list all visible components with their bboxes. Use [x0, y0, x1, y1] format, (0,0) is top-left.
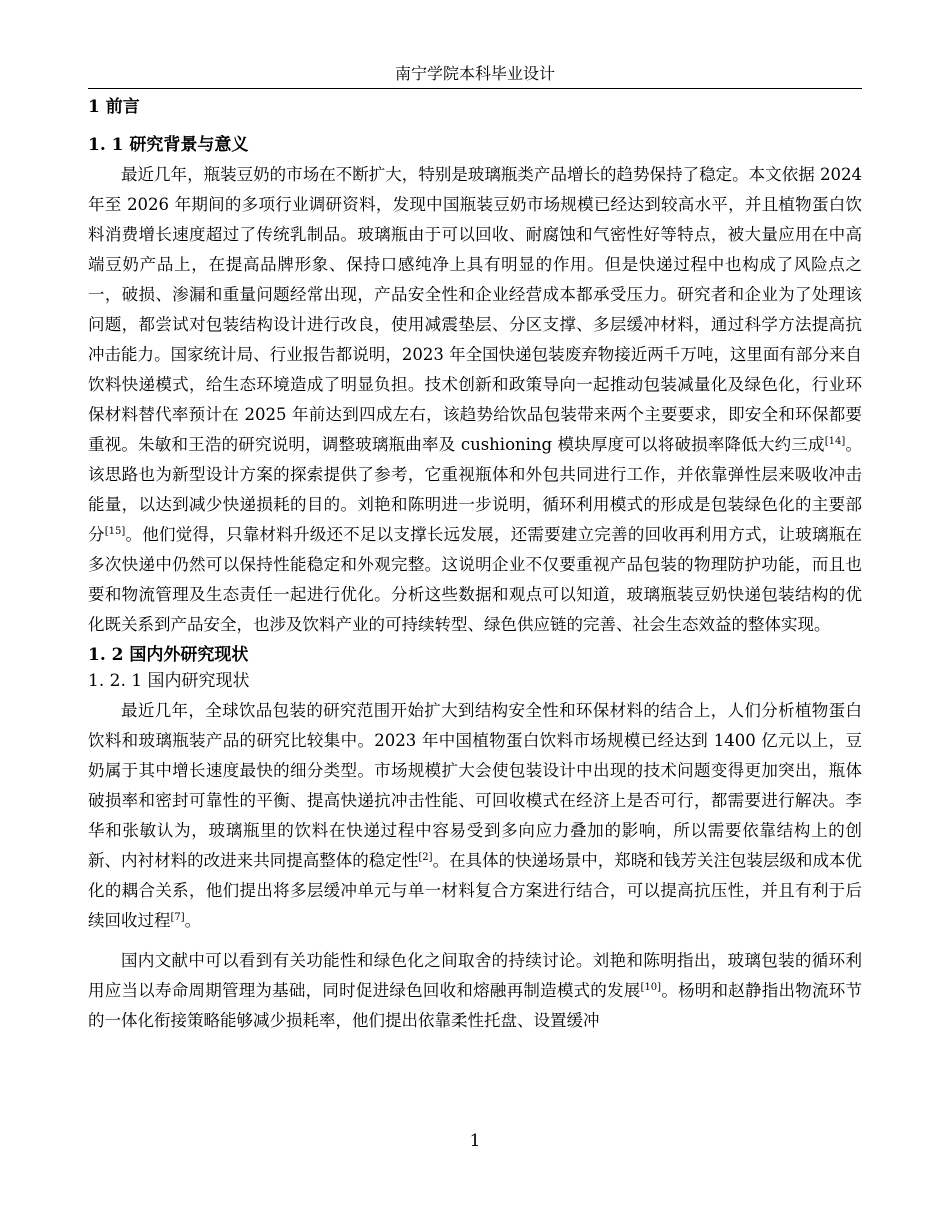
paragraph-text: 。杨明和赵静指出物流环节的一体化衔接策略能够减少损耗率，他们提出依靠柔性托盘、设置缓冲 [88, 981, 863, 1030]
paragraph-text: 。 [184, 911, 202, 930]
citation-marker: [2] [418, 852, 433, 863]
subsubsection-heading-domestic: 1. 2. 1 国内研究现状 [88, 671, 250, 691]
section-heading: 1 前言 [88, 97, 140, 117]
citation-marker: [15] [104, 526, 126, 537]
paragraph-text: 。他们觉得，只靠材料升级还不足以支撑长远发展，还需要建立完善的回收再利用方式，让玻璃瓶在多次快递中仍然可以保持性能稳定和外观完整。这说明企业不仅要重视产品包装的物理防护功能，而且也要和物流管理及生态责任一起进行优化。分析这些数据和观点可以知道，玻璃瓶装豆奶快递包装结构的优化既关系到产品安全，也涉及饮料产业的可持续转型、绿色供应链的完善、社会生态效益的整体实现。 [88, 525, 863, 634]
paragraph-background [88, 160, 862, 640]
paragraph-domestic-1 [88, 696, 862, 936]
running-header: 南宁学院本科毕业设计 [394, 64, 555, 83]
paragraph-text: 。该思路也为新型设计方案的探索提供了参考，它重视瓶体和外包共同进行工作，并依靠弹性层来吸收冲击能量，以达到减少快递损耗的目的。刘艳和陈明进一步说明，循环利用模式的形成是包装绿色化的主要部分 [88, 435, 862, 544]
paragraph-text: 国内文献中可以看到有关功能性和绿色化之间取舍的持续讨论。刘艳和陈明指出，玻璃包装的循环利用应当以寿命周期管理为基础，同时促进绿色回收和熔融再制造模式的发展 [88, 951, 862, 1000]
page-number: 1 [469, 1131, 481, 1151]
header-rule [88, 88, 862, 89]
citation-marker: [10] [640, 982, 662, 993]
paragraph-text: 最近几年，瓶装豆奶的市场在不断扩大，特别是玻璃瓶类产品增长的趋势保持了稳定。本文依据 2024 年至 2026 年期间的多项行业调研资料，发现中国瓶装豆奶市场规模已经达到较高水平，并且植物蛋白饮料消费增长速度超过了传统乳制品。玻璃瓶由于可以回收、耐腐蚀和气密性好等特点，被大量应用在中高端豆奶产品上，在提高品牌形象、保持口感纯净上具有明显的作用。但是快递过程中也构成了风险点之一，破损、渗漏和重量问题经常出现，产品安全性和企业经营成本都承受压力。研究者和企业为了处理该问题，都尝试对包装结构设计进行改良，使用减震垫层、分区支撑、多层缓冲材料，通过科学方法提高抗冲击能力。国家统计局、行业报告都说明，2023 年全国快递包装废弃物接近两千万吨，这里面有部分来自饮料快递模式，给生态环境造成了明显负担。技术创新和政策导向一起推动包装减量化及绿色化，行业环保材料替代率预计在 2025 年前达到四成左右，该趋势给饮品包装带来两个主要要求，即安全和环保都要重视。朱敏和王浩的研究说明，调整玻璃瓶曲率及 cushioning 模块厚度可以将破损率降低大约三成 [88, 165, 862, 454]
subsection-heading-research-status: 1. 2 国内外研究现状 [88, 645, 249, 665]
citation-marker: [14] [824, 436, 846, 447]
page-body [88, 96, 862, 1040]
paragraph-text: 。在具体的快递场景中，郑晓和钱芳关注包装层级和成本优化的耦合关系，他们提出将多层缓冲单元与单一材料复合方案进行结合，可以提高抗压性，并且有利于后续回收过程 [88, 851, 863, 930]
citation-marker: [7] [170, 912, 185, 923]
paragraph-domestic-2 [88, 946, 862, 1036]
subsection-heading-background: 1. 1 研究背景与意义 [88, 135, 249, 155]
paragraph-text: 最近几年，全球饮品包装的研究范围开始扩大到结构安全性和环保材料的结合上，人们分析植物蛋白饮料和玻璃瓶装产品的研究比较集中。2023 年中国植物蛋白饮料市场规模已经达到 1400 亿元以上，豆奶属于其中增长速度最快的细分类型。市场规模扩大会使包装设计中出现的技术问题变得更加突出，瓶体破损率和密封可靠性的平衡、提高快递抗冲击性能、可回收模式在经济上是否可行，都需要进行解决。李华和张敏认为，玻璃瓶里的饮料在快递过程中容易受到多向应力叠加的影响，所以需要依靠结构上的创新、内衬材料的改进来共同提高整体的稳定性 [88, 701, 862, 870]
